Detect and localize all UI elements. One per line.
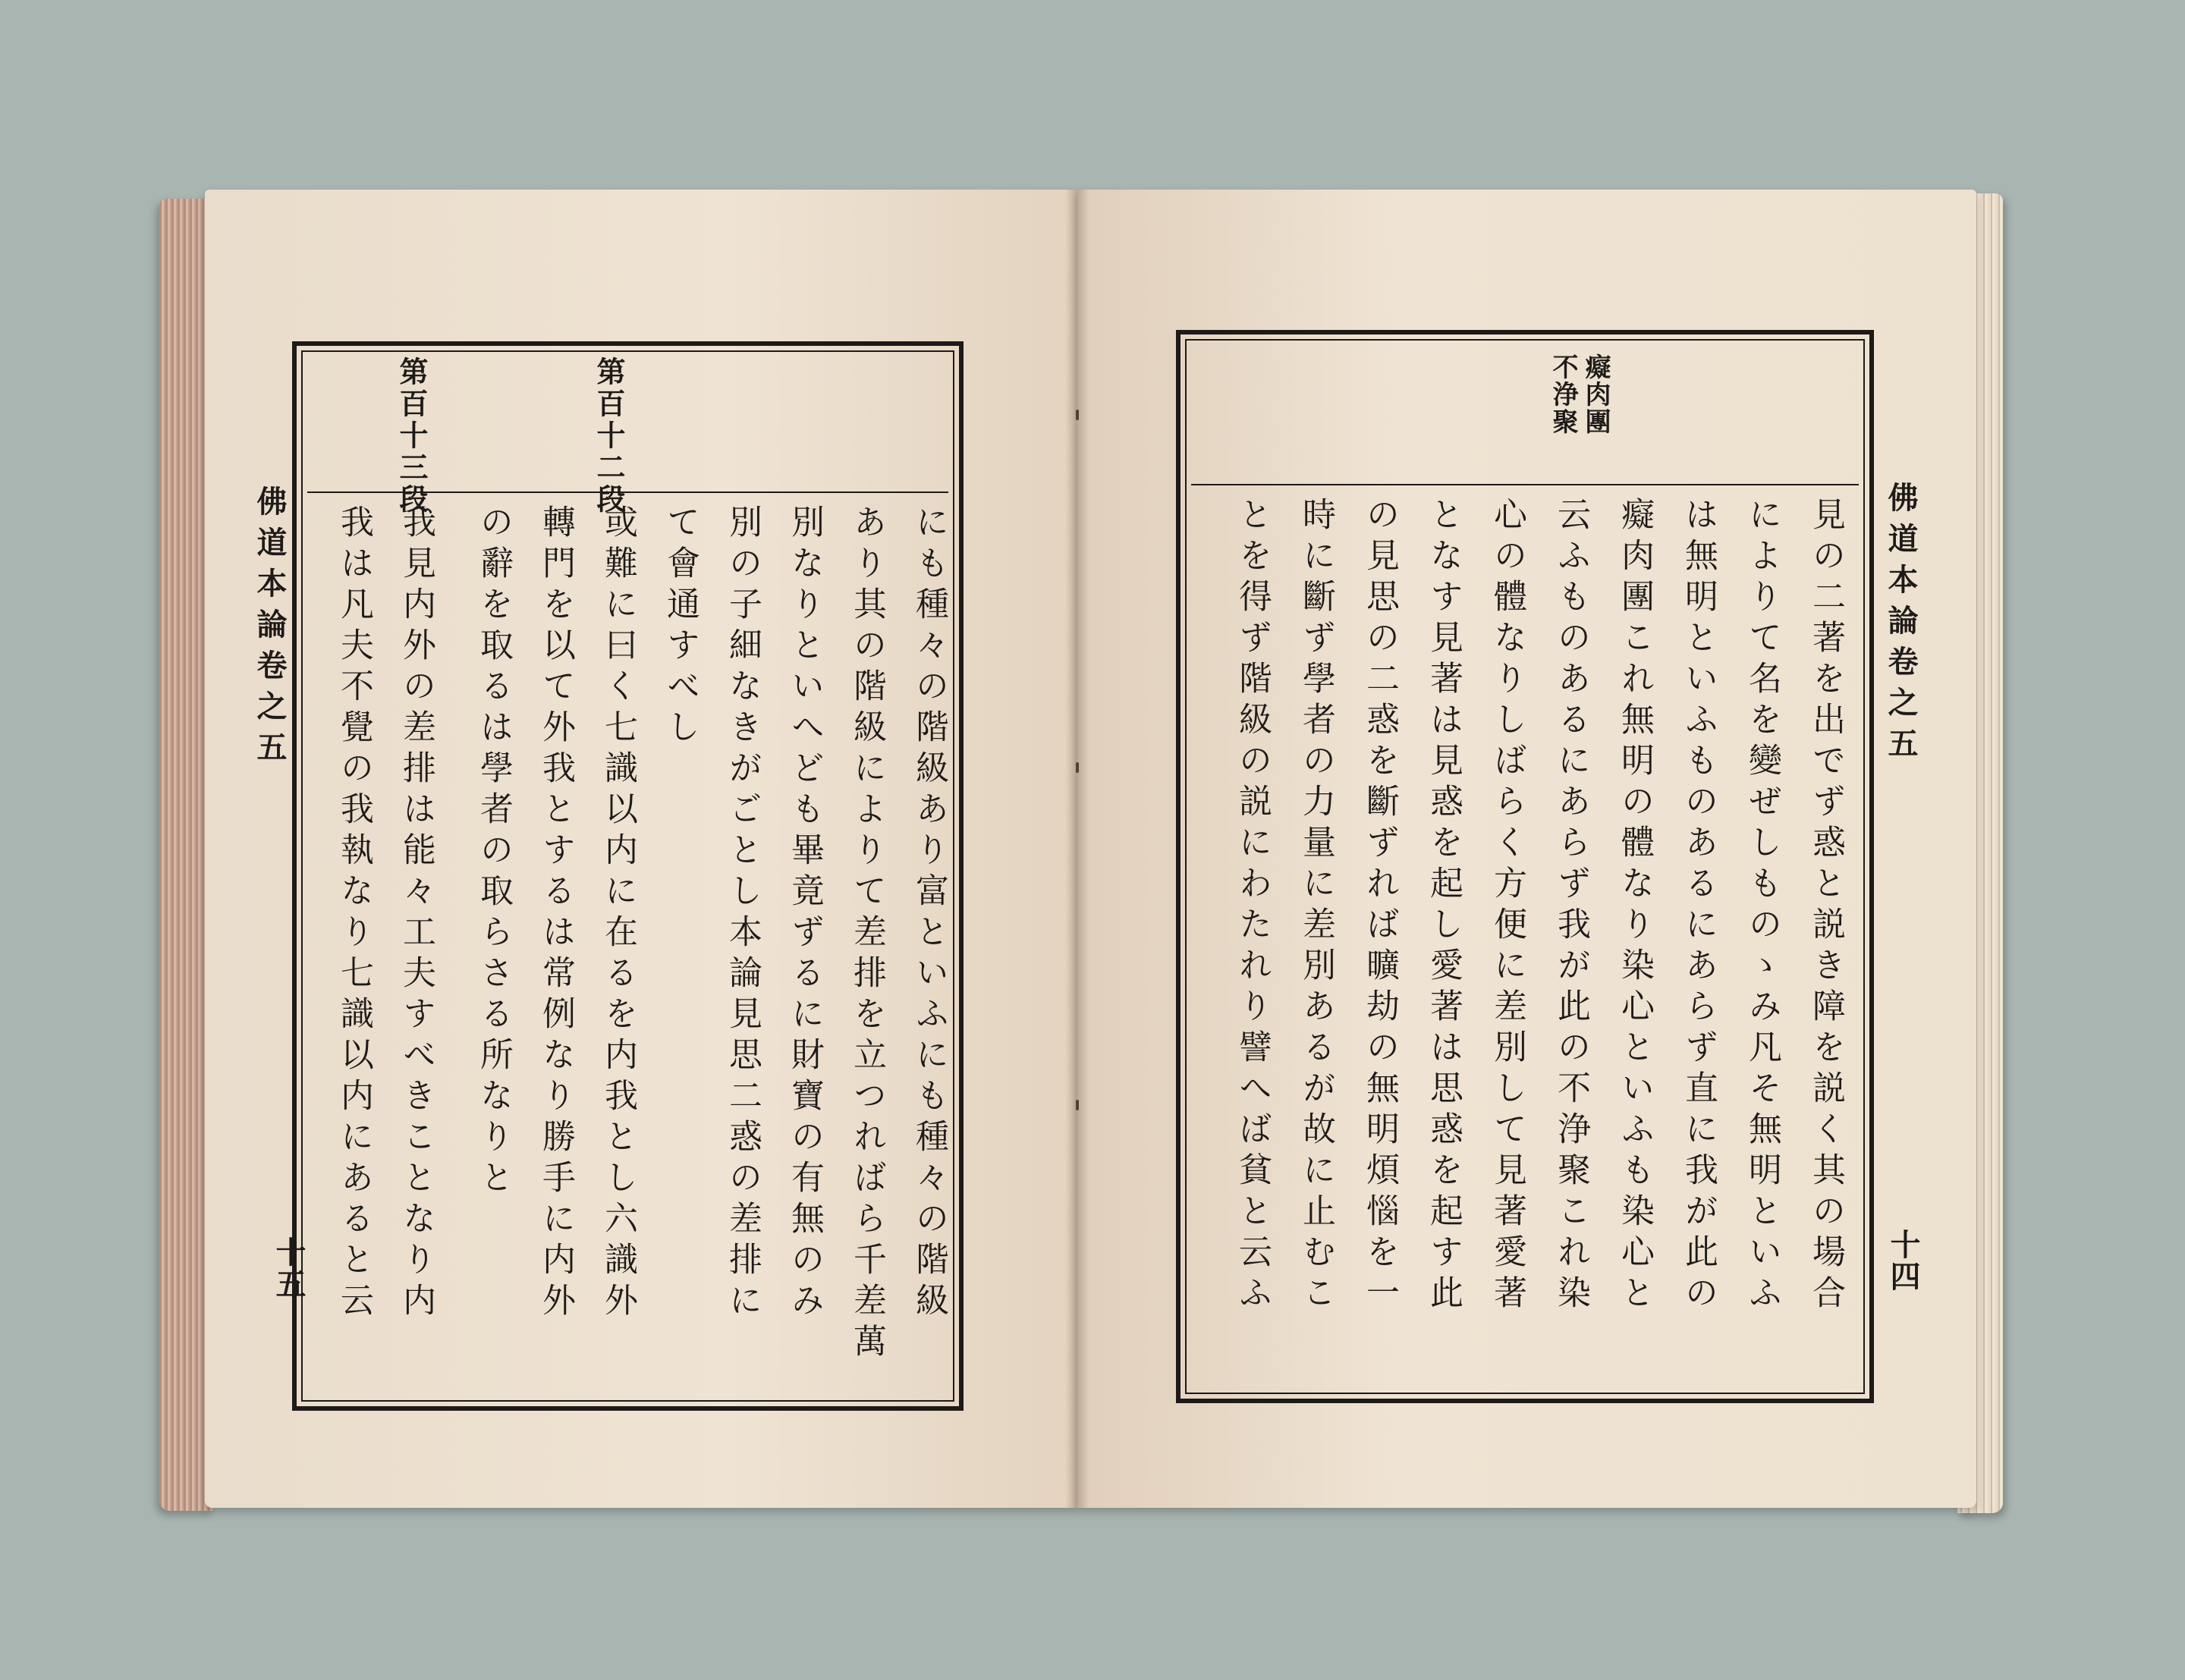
text-column: 我見内外の差排は能々工夫すべきことなり内 [397,504,435,1324]
margin-note-chiniku: 癡肉團 [1580,353,1611,435]
text-column: 云ふものあるにあらず我が此の不浄聚これ染 [1552,497,1590,1316]
text-column: となす見著は見惑を起し愛著は思惑を起す此 [1424,497,1463,1316]
text-column: あり其の階級によりて差排を立つればら千差萬 [847,504,886,1364]
text-column: は無明といふものあるにあらず直に我が此の [1679,497,1718,1316]
binding-stitch [1076,410,1079,420]
text-column: とを得ず階級の説にわたれり譬へば貧と云ふ [1233,497,1272,1316]
text-column: の辭を取るは學者の取らさる所なりと [474,504,513,1201]
right-margin-title: 佛道本論卷之五 [1883,482,1919,768]
left-page-number: 十五 [271,1236,307,1300]
text-column: 別の子細なきがごとし本論見思二惑の差排に [723,504,762,1324]
binding-stitch [1076,762,1079,773]
text-column: 轉門を以て外我とするは常例なり勝手に内外 [536,504,575,1324]
text-column: 癡肉團これ無明の體なり染心といふも染心と [1615,497,1654,1316]
text-column: 別なりといへども畢竟ずるに財寶の有無のみ [785,504,824,1324]
text-column: にも種々の階級あり富といふにも種々の階級 [910,504,948,1324]
right-page-number: 十四 [1885,1229,1921,1292]
text-column: 心の體なりしばらく方便に差別して見著愛著 [1488,497,1526,1316]
text-column: によりて名を變ぜしものゝみ凡そ無明といふ [1743,497,1781,1316]
text-column: 我は凡夫不覺の我執なり七識以内にあると云 [335,504,373,1324]
right-header-rule [1191,484,1859,485]
margin-note-fujo: 不浄聚 [1548,353,1578,435]
section-header-112: 第百十二段 [592,356,626,516]
left-margin-title: 佛道本論卷之五 [252,485,288,772]
section-header-113: 第百十三段 [395,356,429,516]
text-column: の見思の二惑を斷ずれば曠劫の無明煩惱を一 [1360,497,1399,1316]
text-column: 時に斷ず學者の力量に差別あるが故に止むこ [1297,497,1335,1316]
binding-stitch [1076,1100,1079,1110]
text-column: 見の二著を出でず惑と説き障を説く其の場合 [1806,497,1845,1316]
text-column: 或難に曰く七識以内に在るを内我とし六識外 [599,504,637,1324]
text-column: て會通すべし [661,504,700,750]
book-gutter [1065,190,1089,1508]
